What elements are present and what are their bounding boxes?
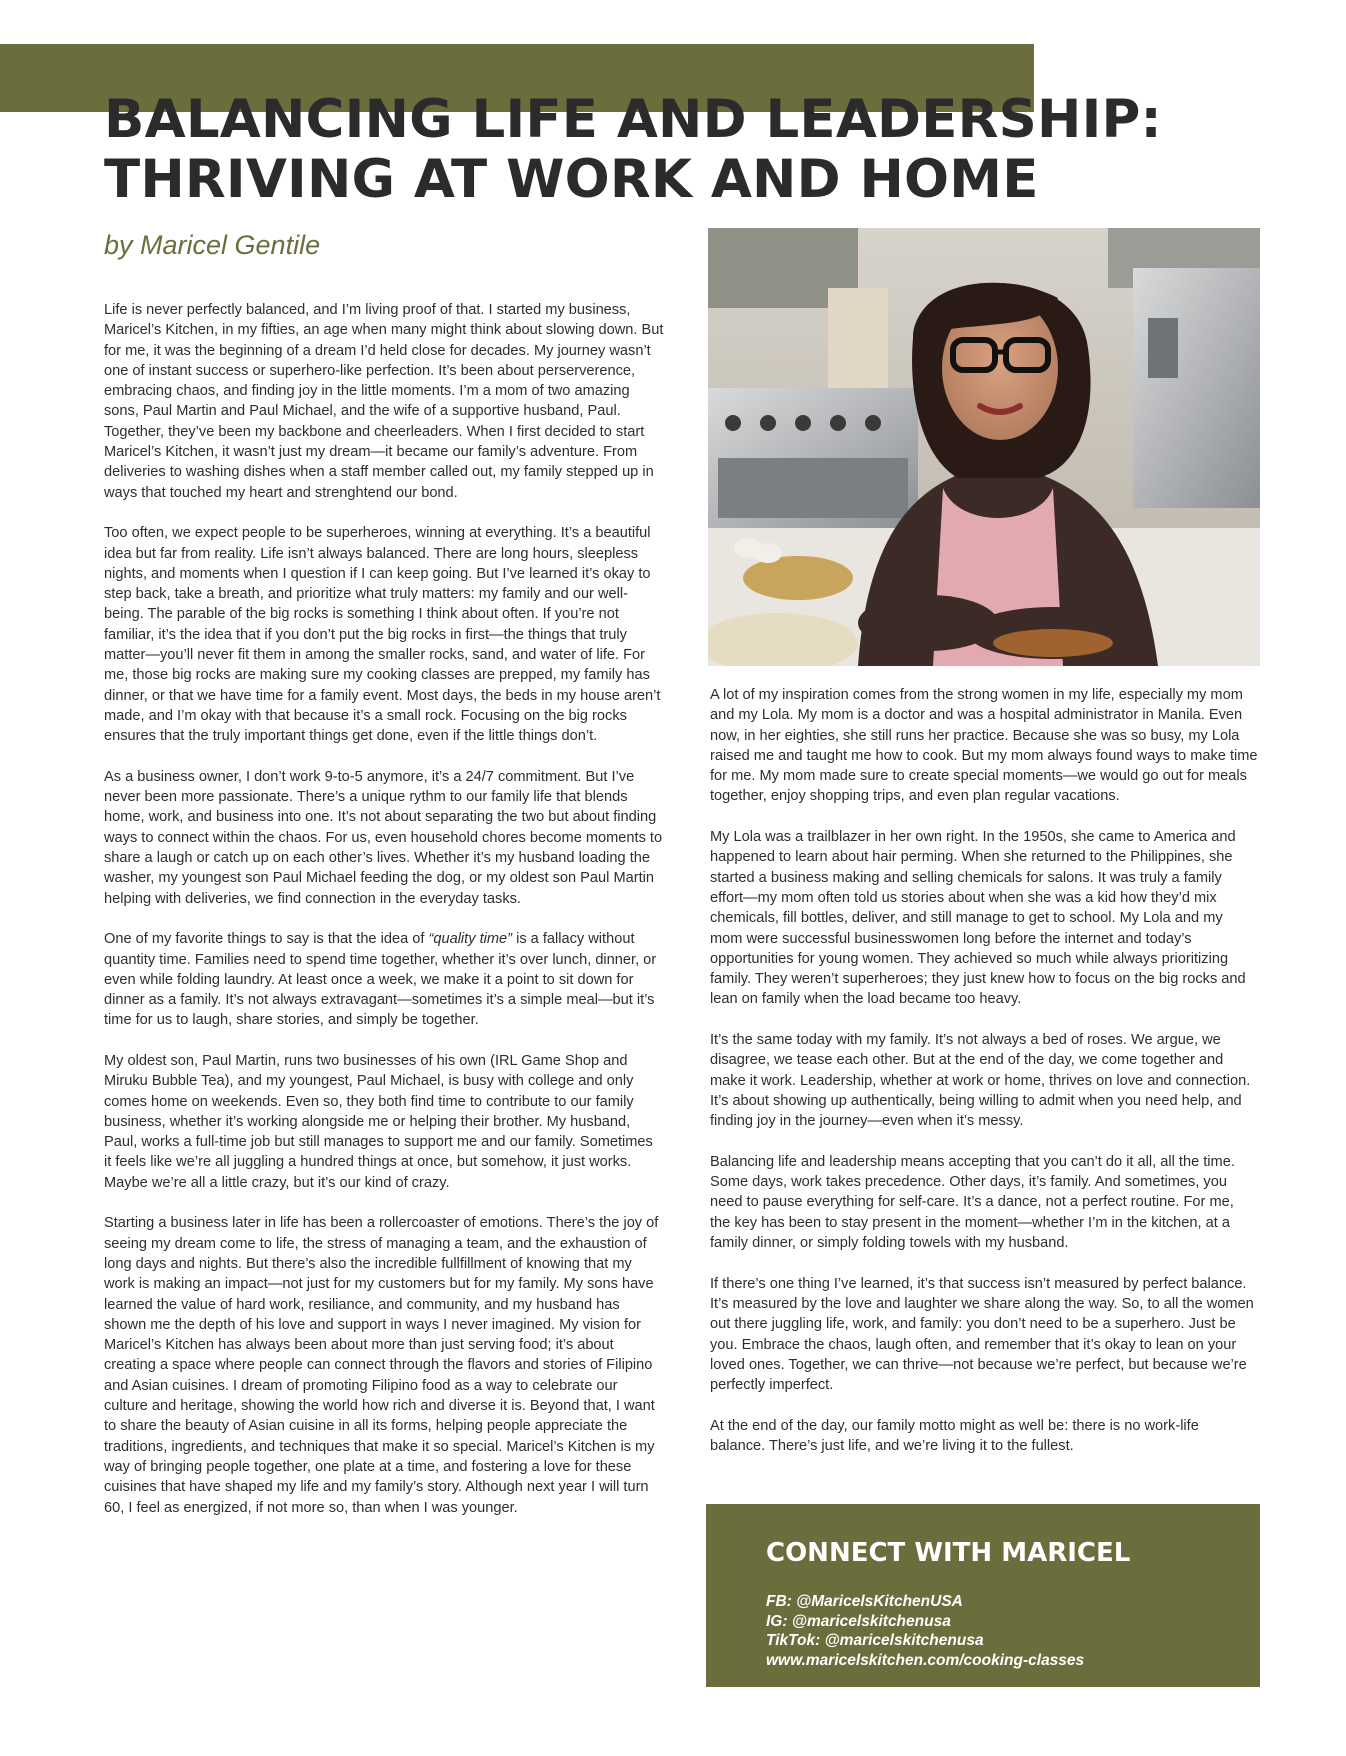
author-photo-illustration: [708, 228, 1260, 666]
paragraph-family-motto: At the end of the day, our family motto might as well be: there is no work-life balance. There’s just life, and we’re living it to the fullest.: [710, 1417, 1199, 1454]
paragraph-sons: My oldest son, Paul Martin, runs two businesses of his own (IRL Game Shop and Miruku Bubble Tea), and my youngest, Paul Michael, is busy with college and only comes home on weekends. Even so, they both find time to contribute to our family business, whether it’s working alongside me or helping their brother. My husband, Paul, works a full-time job but still manages to support me and our family. Sometimes it feels like we’re all juggling a hundred things at once, but somehow, it just works. Maybe we’re all a little crazy, but it’s our kind of crazy.: [104, 1052, 653, 1191]
paragraph-big-rocks: Too often, we expect people to be superheroes, winning at everything. It’s a beautiful idea but far from reality. Life isn’t always balanced. There are long hours, sleepless nights, and moments when I question if I can keep going. But I’ve learned it’s okay to step back, take a breath, and prioritize what truly matters: my family and our well-being. The parable of the big rocks is something I think about often. If you’re not familiar, it’s the idea that if you don’t put the big rocks in first—the things that truly matter—you’ll never fit them in among the smaller rocks, sand, and water of life. For me, those big rocks are making sure my cooking classes are prepped, my family has dinner, or that we have time for a family event. Most days, the beds in my house aren’t made, and I’m okay with that because it’s a small rock. Focusing on the big rocks ensures that the truly important things get done, even if the little things don’t.: [104, 525, 661, 745]
paragraph-intro: Life is never perfectly balanced, and I’m living proof of that. I started my business, Maricel’s Kitchen, in my fifties, an age when many might think about slowing down. But for me, it was the beginning of a dream I’d held close for decades. My journey wasn’t one of instant success or superhero-like perfection. It’s been about perserverence, embracing chaos, and finding joy in the little moments. I’m a mom of two amazing sons, Paul Martin and Paul Michael, and the wife of a supportive husband, Paul. Together, they’ve been my backbone and cheerleaders. When I first decided to start Maricel’s Kitchen, it wasn’t just my dream—it became our family’s adventure. From deliveries to washing dishes when a staff member called out, my family stepped up in ways that touched my heart and strenghtend our bond.: [104, 302, 664, 501]
tiktok-handle[interactable]: TikTok: @maricelskitchenusa: [766, 1632, 984, 1649]
paragraph-business-owner: As a business owner, I don’t work 9-to-5 anymore, it’s a 24/7 commitment. But I’ve never been more passionate. There’s a unique rythm to our family life that blends home, work, and business into one. It’s not about separating the two but about finding ways to connect within the chaos. For us, even household chores become moments to share a laugh or catch up on each other’s lives. Whether it’s my husband loading the washer, my youngest son Paul Michael feeding the dog, or my oldest son Paul Martin helping with deliveries, we find connection in the everyday tasks.: [104, 768, 663, 907]
paragraph-strong-women: A lot of my inspiration comes from the strong women in my life, especially my mom and my Lola. My mom is a doctor and was a hospital administrator in Manila. Even now, in her eighties, she still runs her practice. Because she was so busy, my Lola raised me and taught me how to cook. But my mom always found ways to make time for me. My mom made sure to create special moments—we would go out for meals together, enjoy shopping trips, and even plan regular vacations.: [710, 687, 1258, 805]
article-right-column: [710, 685, 1258, 1477]
article-title: [104, 90, 1162, 210]
article-title-line-1: BALANCING LIFE AND LEADERSHIP:: [104, 89, 1162, 150]
paragraph-same-today: It’s the same today with my family. It’s not always a bed of roses. We argue, we disagree, we tease each other. But at the end of the day, we come together and make it work. Leadership, whether at work or home, thrives on love and connection. It’s about showing up authentically, being willing to admit when you need help, and finding joy in the journey—even when it’s messy.: [710, 1032, 1251, 1130]
connect-box: [706, 1504, 1260, 1687]
paragraph-lola: My Lola was a trailblazer in her own right. In the 1950s, she came to America and happened to learn about hair perming. When she returned to the Philippines, she started a business making and selling chemicals for salons. It was truly a family effort—my mom often told us stories about when she was a kid how they’d mix chemicals, fill bottles, deliver, and still manage to get to school. My Lola and my mom were successful businesswomen long before the internet and today’s opportunities for young women. They achieved so much while always prioritizing family. They weren’t superheroes; they just knew how to focus on the big rocks and lean on family when the load became too heavy.: [710, 829, 1246, 1008]
facebook-handle[interactable]: FB: @MaricelsKitchenUSA: [766, 1593, 963, 1610]
instagram-handle[interactable]: IG: @maricelskitchenusa: [766, 1612, 951, 1630]
quality-time-after: is a fallacy without quantity time. Families need to spend time together, whether it’s over lunch, dinner, or even while folding laundry. At least once a week, we make it a point to sit down for dinner as a family. It’s not always extravagant—sometimes it’s a simple meal—but it’s time for us to laugh, share stories, and simply be together.: [104, 931, 657, 1029]
author-byline: by Maricel Gentile: [104, 230, 321, 260]
paragraph-quality-time: [104, 929, 664, 1030]
paragraph-later-in-life: Starting a business later in life has been a rollercoaster of emotions. There’s the joy of seeing my dream come to life, the stress of managing a team, and the exhaustion of long days and nights. But there’s also the incredible fullfillment of knowing that my work is making an impact—not just for my customers but for my family. My sons have learned the value of hard work, resiliance, and community, and my husband has shown me the depth of his love and support in ways I never imagined. My vision for Maricel’s Kitchen has always been about more than just serving food; it’s about creating a space where people can connect through the flavors and stories of Filipino and Asian cuisines. I dream of promoting Filipino food as a way to celebrate our culture and heritage, showing the world how rich and diverse it is. Beyond that, I want to share the beauty of Asian cuisine in all its forms, helping people appreciate the traditions, ingredients, and techniques that make it so special. Maricel’s Kitchen is my way of bringing people together, one plate at a time, and fostering a love for these cuisines that have shaped my life and my family’s story. Although next year I will turn 60, I feel as energized, if not more so, than when I was younger.: [104, 1215, 659, 1516]
paragraph-balancing: Balancing life and leadership means accepting that you can’t do it all, all the time. Some days, work takes precedence. Other days, it’s family. And sometimes, you need to pause everything for self-care. It’s a dance, not a perfect routine. For me, the key has been to stay present in the moment—whether I’m in the kitchen, at a family dinner, or simply folding towels with my husband.: [710, 1153, 1235, 1252]
paragraph-success: If there’s one thing I’ve learned, it’s that success isn’t measured by perfect balance. It’s measured by the love and laughter we share along the way. So, to all the women out there juggling life, work, and family: you don’t need to be a superhero. Just be you. Embrace the chaos, laugh often, and remember that it’s okay to lean on your loved ones. Together, we can thrive—not because we’re perfect, but because we’re perfectly imperfect.: [710, 1275, 1254, 1394]
website-link[interactable]: www.maricelskitchen.com/cooking-classes: [766, 1651, 1085, 1669]
article-left-column: [104, 300, 664, 1538]
quality-time-before: One of my favorite things to say is that the idea of: [104, 931, 429, 948]
connect-title: CONNECT WITH MARICEL: [766, 1538, 1131, 1568]
connect-links: [766, 1592, 1084, 1670]
author-photo: [708, 228, 1260, 666]
article-title-line-2: THRIVING AT WORK AND HOME: [104, 149, 1039, 210]
quality-time-emphasis: “quality time”: [428, 931, 513, 948]
